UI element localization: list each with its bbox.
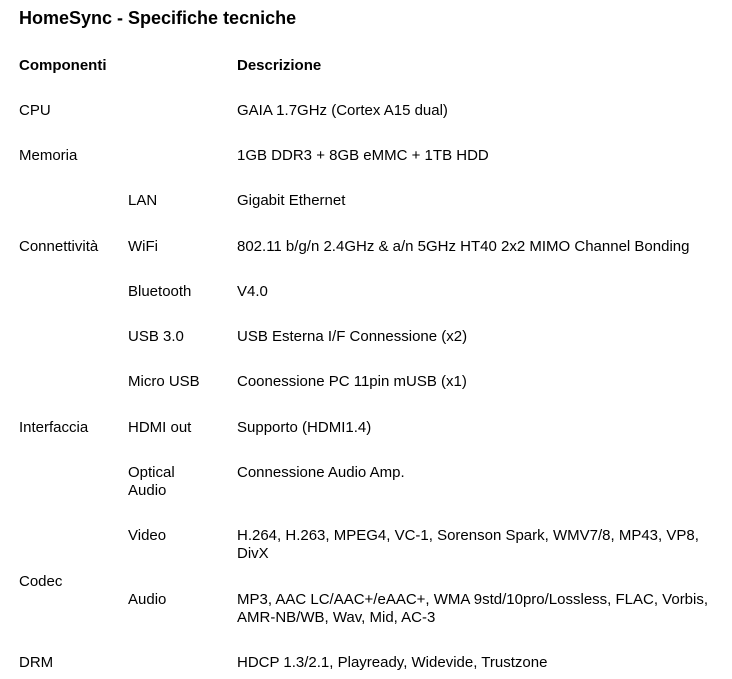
row-label-connectivity: Connettività <box>19 238 99 255</box>
row-label-interface: Interfaccia <box>19 419 89 436</box>
row-label-memory: Memoria <box>19 147 78 164</box>
row-sub-video: Video <box>128 527 167 544</box>
row-sub-optical-line2: Audio <box>128 482 167 499</box>
row-desc-memory: 1GB DDR3 + 8GB eMMC + 1TB HDD <box>237 147 489 164</box>
header-description: Descrizione <box>237 57 322 74</box>
row-label-codec: Codec <box>19 573 63 590</box>
row-desc-lan: Gigabit Ethernet <box>237 192 346 209</box>
row-desc-optical: Connessione Audio Amp. <box>237 464 405 481</box>
row-sub-optical-line1: Optical <box>128 464 175 481</box>
row-desc-audio-line2: AMR-NB/WB, Wav, Mid, AC-3 <box>237 609 436 626</box>
row-sub-microusb: Micro USB <box>128 373 200 390</box>
row-desc-usb3: USB Esterna I/F Connessione (x2) <box>237 328 468 345</box>
row-desc-microusb: Coonessione PC 11pin mUSB (x1) <box>237 373 467 390</box>
row-sub-hdmi: HDMI out <box>128 419 192 436</box>
row-label-cpu: CPU <box>19 102 51 119</box>
row-sub-usb3: USB 3.0 <box>128 328 184 345</box>
row-sub-audio: Audio <box>128 591 167 608</box>
row-desc-drm: HDCP 1.3/2.1, Playready, Widevide, Trustzone <box>237 654 548 671</box>
row-sub-lan: LAN <box>128 192 158 209</box>
row-desc-wifi: 802.11 b/g/n 2.4GHz & a/n 5GHz HT40 2x2 MIMO Channel Bonding <box>237 238 690 255</box>
row-desc-hdmi: Supporto (HDMI1.4) <box>237 419 372 436</box>
page-title: HomeSync - Specifiche tecniche <box>19 8 297 28</box>
row-sub-bluetooth: Bluetooth <box>128 283 192 300</box>
row-desc-cpu: GAIA 1.7GHz (Cortex A15 dual) <box>237 102 448 119</box>
row-sub-wifi: WiFi <box>128 238 158 255</box>
row-desc-video-line1: H.264, H.263, MPEG4, VC-1, Sorenson Spark, WMV7/8, MP43, VP8, <box>237 527 699 544</box>
row-label-drm: DRM <box>19 654 54 671</box>
row-desc-bluetooth: V4.0 <box>237 283 268 300</box>
row-desc-audio-line1: MP3, AAC LC/AAC+/eAAC+, WMA 9std/10pro/Lossless, FLAC, Vorbis, <box>237 591 709 608</box>
header-components: Componenti <box>19 57 107 74</box>
row-desc-video-line2: DivX <box>237 545 269 562</box>
